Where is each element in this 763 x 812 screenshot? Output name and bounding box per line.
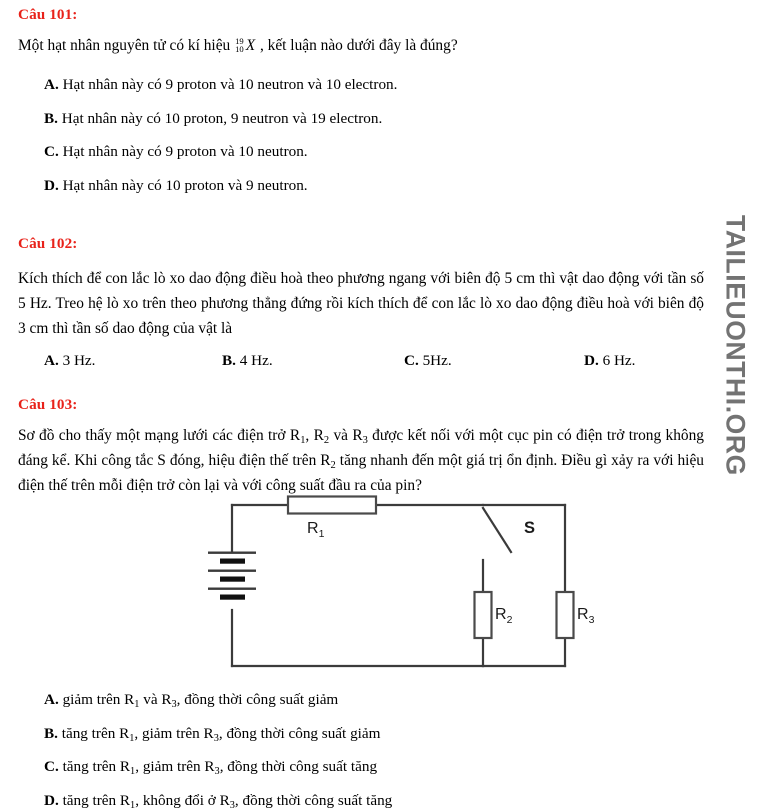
question-102-stem: Kích thích để con lắc lò xo dao động điều hoà theo phương ngang với biên độ 5 cm thì vật dao động với tần số 5 Hz. Treo hệ lò xo trên theo phương thẳng đứng rồi kích thích để con lắc lò xo dao động điều hoà với biên độ 3 cm thì tần số dao động của vật là [18, 270, 704, 338]
option-103-a-letter: A. [44, 691, 59, 708]
option-103-c[interactable] [18, 755, 738, 779]
option-103-a-t3: 3 [171, 698, 177, 710]
option-103-d-t3: 3 [229, 799, 235, 811]
question-block-101 [18, 6, 712, 197]
question-101-label: Câu 101: [18, 6, 78, 23]
option-103-b-t2: , giảm trên R [134, 724, 214, 742]
switch-s-label: S [524, 519, 536, 537]
resistor-r3-label: $R_3$ [577, 606, 595, 626]
question-101-stem-after: , kết luận nào dưới đây là đúng? [259, 37, 458, 54]
option-103-d[interactable] [18, 789, 738, 812]
option-103-a-t4: , đồng thời công suất giảm [176, 691, 339, 708]
option-103-a-t1: 1 [134, 698, 140, 710]
q103-p0: Sơ đồ cho thấy một mạng lưới các điện trở R [18, 427, 301, 445]
isotope-symbol: X [245, 37, 256, 54]
option-101-b-letter: B. [44, 109, 58, 127]
option-102-c-text: 5Hz. [422, 352, 452, 370]
option-102-b-text: 4 Hz. [239, 352, 273, 370]
option-103-a-t2: và R [139, 691, 172, 708]
question-block-102 [18, 235, 712, 370]
option-101-c-text: Hạt nhân này có 9 proton và 10 neutron. [62, 143, 308, 161]
option-101-d[interactable] [18, 174, 712, 198]
isotope-mass-number: 19 [235, 35, 244, 46]
q103-p8: tăng nhanh đến một giá trị ổn định. Điều gì xảy ra với hiệu điện thế trên mỗi điện trở còn lại và với công suất đầu ra của pin? [18, 452, 704, 494]
option-103-a-t0: giảm trên R [62, 691, 135, 708]
option-103-b-t1: 1 [129, 732, 135, 744]
option-101-a-text: Hạt nhân này có 9 proton và 10 neutron và 10 electron. [62, 75, 398, 93]
question-102-options [18, 352, 712, 370]
resistor-r3-box [557, 592, 574, 638]
circuit-figure [0, 486, 763, 682]
option-102-a-letter: A. [44, 352, 59, 370]
option-102-b[interactable] [222, 352, 404, 370]
option-103-c-t4: , đồng thời công suất tăng [219, 758, 378, 776]
option-103-a[interactable] [18, 688, 738, 712]
option-103-c-t3: 3 [214, 766, 220, 778]
option-103-b-letter: B. [44, 724, 58, 742]
question-102-label: Câu 102: [18, 235, 78, 253]
circuit-svg [0, 486, 763, 682]
option-102-b-letter: B. [222, 352, 236, 370]
question-block-103 [18, 396, 712, 499]
question-103-label: Câu 103: [18, 396, 78, 414]
option-103-c-t0: tăng trên R [62, 758, 131, 776]
option-102-c[interactable] [404, 352, 584, 370]
resistor-r1-label: $R_1$ [307, 520, 325, 540]
q103-p1: 1 [300, 434, 306, 446]
resistor-r2-label: $R_2$ [495, 606, 513, 626]
option-102-d-text: 6 Hz. [602, 352, 636, 370]
option-101-d-text: Hạt nhân này có 10 proton và 9 neutron. [62, 176, 308, 194]
option-101-b-text: Hạt nhân này có 10 proton, 9 neutron và 19 electron. [61, 109, 383, 127]
question-101-stem-before: Một hạt nhân nguyên tử có kí hiệu [18, 37, 231, 54]
option-103-b-t4: , đồng thời công suất giảm [218, 724, 381, 742]
q103-p6: được kết nối với một cục pin có điện trở trong không đáng kể. Khi công tắc S đóng, hiệu điện thế trên R [18, 427, 705, 470]
option-103-d-letter: D. [44, 791, 59, 809]
option-103-b-t3: 3 [213, 732, 219, 744]
isotope-notation [235, 34, 255, 59]
q103-p4: và R [329, 427, 363, 445]
resistor-r2-box [475, 592, 492, 638]
option-101-a[interactable] [18, 73, 712, 97]
option-103-d-t1: 1 [130, 799, 136, 811]
option-102-d-letter: D. [584, 352, 599, 370]
option-103-d-t0: tăng trên R [62, 791, 131, 809]
option-103-c-t2: , giảm trên R [135, 758, 215, 776]
option-101-b[interactable] [18, 107, 712, 131]
watermark [715, 215, 755, 485]
battery-symbol [208, 552, 256, 600]
option-103-d-t4: , đồng thời công suất tăng [234, 791, 393, 809]
resistor-r1-box [288, 497, 376, 514]
q103-p3: 2 [323, 434, 330, 446]
switch-blade [483, 508, 511, 552]
option-103-c-letter: C. [44, 758, 59, 776]
option-101-c-letter: C. [44, 143, 59, 161]
isotope-atomic-number: 10 [235, 44, 244, 55]
option-101-c[interactable] [18, 140, 712, 164]
option-102-a-text: 3 Hz. [62, 352, 96, 370]
option-103-b-t0: tăng trên R [61, 724, 130, 742]
q103-p2: , R [305, 427, 324, 445]
option-102-c-letter: C. [404, 352, 419, 370]
option-102-a[interactable] [44, 352, 222, 370]
option-101-a-letter: A. [44, 75, 59, 93]
option-103-b[interactable] [18, 722, 738, 746]
q103-p5: 3 [362, 434, 368, 446]
option-103-c-t1: 1 [130, 766, 136, 778]
option-102-d[interactable] [584, 352, 734, 370]
question-103-options [18, 688, 738, 812]
question-101-stem [18, 34, 712, 59]
q103-p7: 2 [330, 459, 336, 471]
option-103-d-t2: , không đổi ở R [135, 791, 230, 809]
option-101-d-letter: D. [44, 176, 59, 194]
watermark-text: TAILIEUONTHI.ORG [720, 215, 751, 476]
